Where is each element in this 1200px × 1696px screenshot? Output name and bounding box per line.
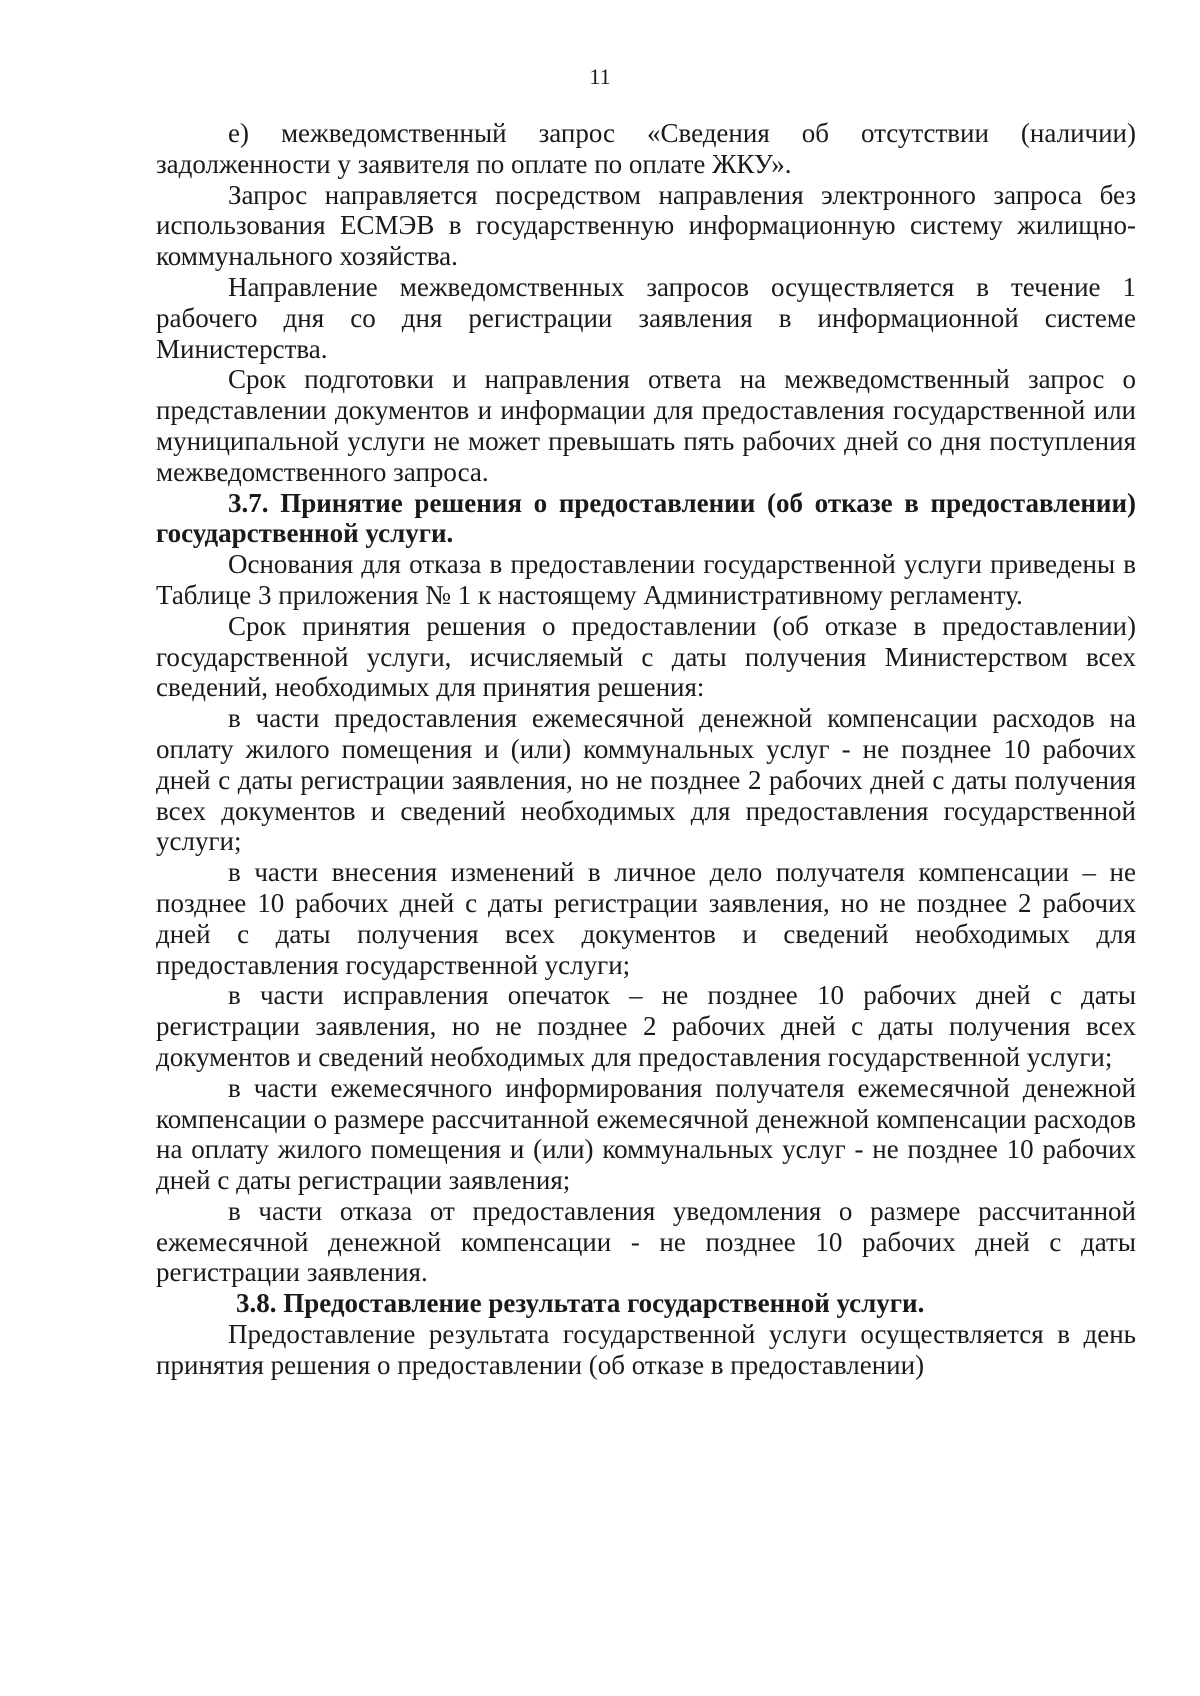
- paragraph-request-e: е) межведомственный запрос «Сведения об отсутствии (наличии) задолженности у заявителя по оплате по оплате ЖКУ».: [156, 118, 1136, 179]
- paragraph-result-provision: Предоставление результата государственной услуги осуществляется в день принятия решения о предоставлении (об отказе в предоставлении): [156, 1319, 1136, 1380]
- document-body: [156, 118, 1136, 1381]
- paragraph-typo-correction: в части исправления опечаток – не позднее 10 рабочих дней с даты регистрации заявления, но не позднее 2 рабочих дней с даты получения всех документов и сведений необходимых для предоставления государственной услуги;: [156, 980, 1136, 1072]
- paragraph-personal-file-changes: в части внесения изменений в личное дело получателя компенсации – не позднее 10 рабочих дней с даты регистрации заявления, но не позднее 2 рабочих дней с даты получения всех документов и сведений необходимых для предоставления государственной услуги;: [156, 857, 1136, 980]
- paragraph-request-method: Запрос направляется посредством направления электронного запроса без использования ЕСМЭВ в государственную информационную систему жилищно-коммунального хозяйства.: [156, 179, 1136, 272]
- paragraph-decision-deadline: Срок принятия решения о предоставлении (об отказе в предоставлении) государственной услуги, исчисляемый с даты получения Министерством всех сведений, необходимых для принятия решения:: [156, 610, 1136, 703]
- paragraph-response-deadline: Срок подготовки и направления ответа на межведомственный запрос о представлении документов и информации для предоставления государственной или муниципальной услуги не может превышать пять рабочих дней со дня поступления межведомственного запроса.: [156, 364, 1136, 487]
- section-heading-3-7: 3.7. Принятие решения о предоставлении (об отказе в предоставлении) государственной услуги.: [156, 487, 1136, 549]
- paragraph-refusal-grounds: Основания для отказа в предоставлении государственной услуги приведены в Таблице 3 приложения № 1 к настоящему Административному регламенту.: [156, 549, 1136, 610]
- page-number: 11: [589, 64, 611, 89]
- section-heading-3-8: 3.8. Предоставление результата государственной услуги.: [236, 1288, 925, 1319]
- paragraph-compensation-provision: в части предоставления ежемесячной денежной компенсации расходов на оплату жилого помещения и (или) коммунальных услуг - не позднее 10 рабочих дней с даты регистрации заявления, но не позднее 2 рабочих дней с даты получения всех документов и сведений необходимых для предоставления государственной услуги;: [156, 703, 1136, 857]
- paragraph-monthly-informing: в части ежемесячного информирования получателя ежемесячной денежной компенсации о размере рассчитанной ежемесячной денежной компенсации расходов на оплату жилого помещения и (или) коммунальных услуг - не позднее 10 рабочих дней с даты регистрации заявления;: [156, 1072, 1136, 1196]
- paragraph-request-timing: Направление межведомственных запросов осуществляется в течение 1 рабочего дня со дня регистрации заявления в информационной системе Министерства.: [156, 271, 1136, 364]
- paragraph-notification-refusal: в части отказа от предоставления уведомления о размере рассчитанной ежемесячной денежной компенсации - не позднее 10 рабочих дней с даты регистрации заявления.: [156, 1195, 1136, 1288]
